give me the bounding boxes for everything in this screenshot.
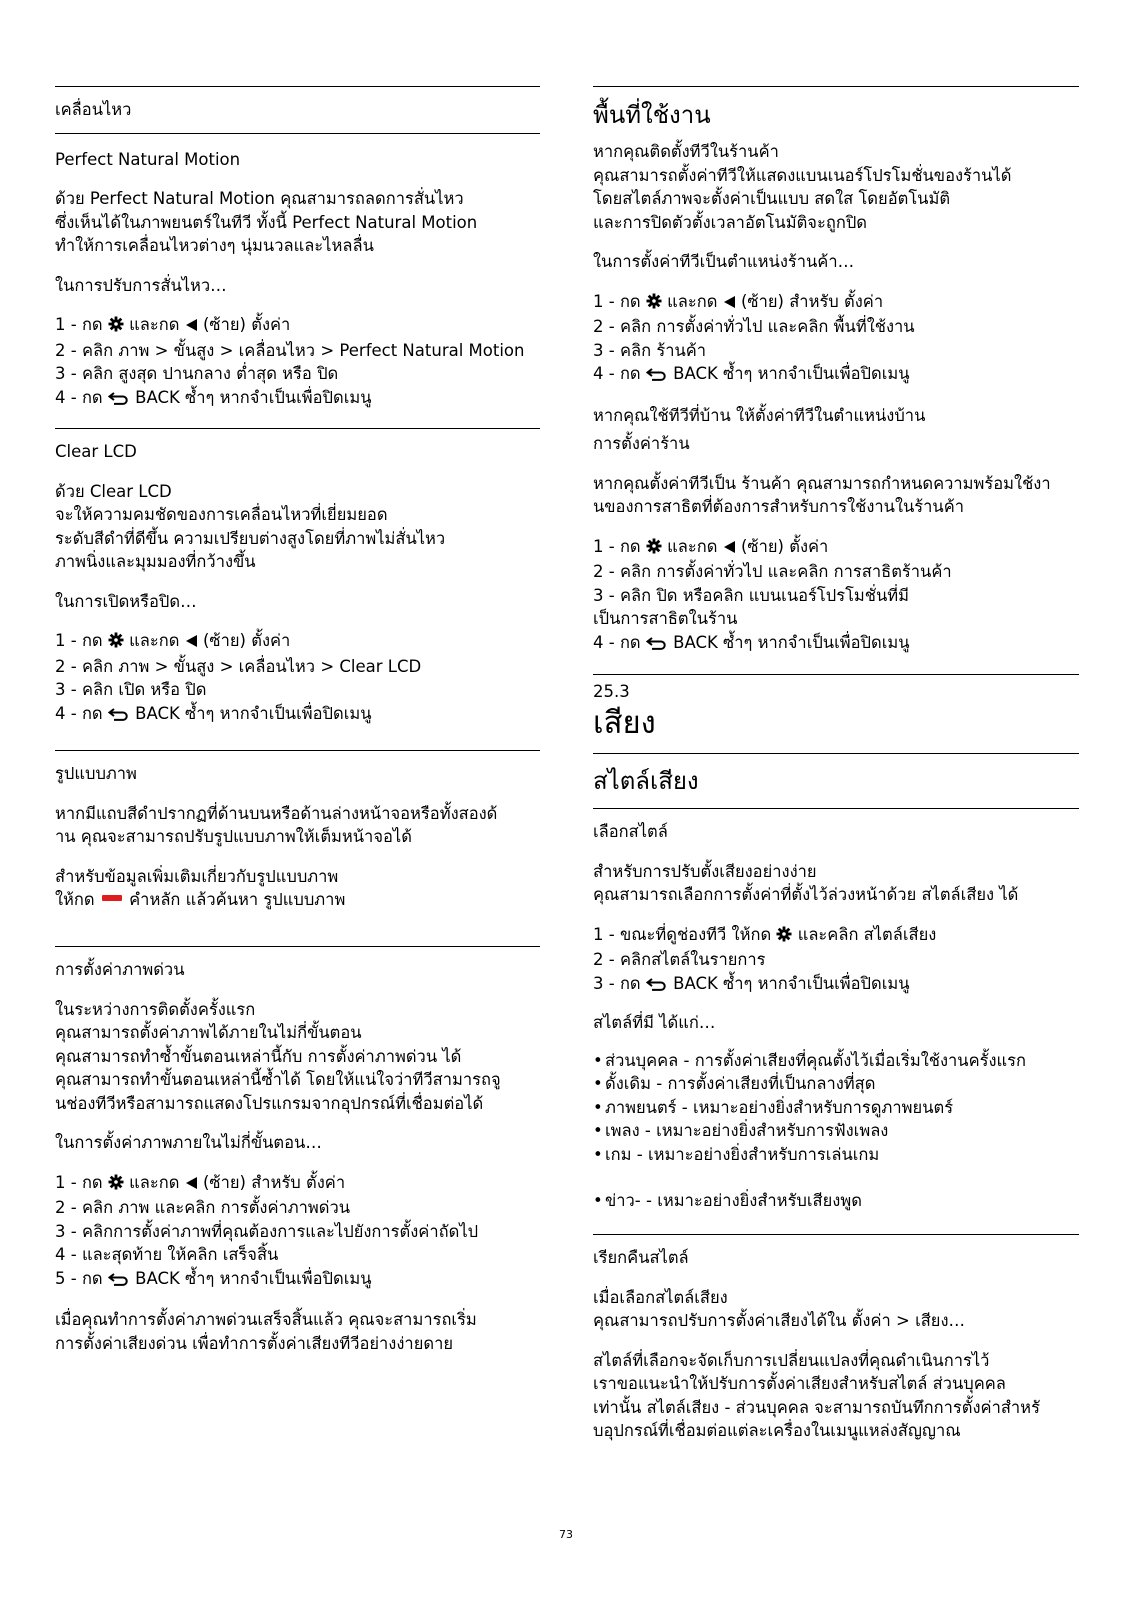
section-heading: เรียกคืนสไตล์ [593, 1234, 1079, 1270]
lead-text: ในการเปิดหรือปิด… [55, 591, 197, 611]
paragraph: ด้วย Perfect Natural Motion คุณสามารถลดการสั่นไหว ซึ่งเห็นได้ในภาพยนตร์ในทีวี ทั้งนี้ Perfect Natural Motion ทำให้การเคลื่อนไหวต่างๆ นุ่มนวลและไหลลื่น [55, 189, 478, 255]
step-1: 1 - กด และกด (ซ้าย) สำหรับ ตั้งค่า [593, 290, 1079, 316]
step-1: 1 - กด และกด (ซ้าย) สำหรับ ตั้งค่า [55, 1171, 540, 1197]
section-sound [593, 674, 1079, 1213]
step-2: 2 - คลิก ภาพ > ขั้นสูง > เคลื่อนไหว > Perfect Natural Motion [55, 340, 525, 360]
left-arrow-icon [723, 292, 736, 316]
list-item: • ดั้งเดิม - การตั้งค่าเสียงที่เป็นกลางที่สุด [593, 1072, 1079, 1096]
paragraph: หากคุณตั้งค่าทีวีเป็น ร้านค้า คุณสามารถกำหนดความพร้อมใช้งา นของการสาธิตที่ต้องการสำหรับการใช้งานในร้านค้า [593, 473, 1051, 516]
section-location [593, 86, 1079, 427]
paragraph: สำหรับข้อมูลเพิ่มเติมเกี่ยวกับรูปแบบภาพ ให้กด คำหลัก แล้วค้นหา รูปแบบภาพ [55, 866, 346, 909]
subsection-heading-pnm: Perfect Natural Motion [55, 149, 241, 169]
lead-text: ในการตั้งค่าทีวีเป็นตำแหน่งร้านค้า… [593, 252, 855, 271]
step-1: 1 - กด และกด (ซ้าย) ตั้งค่า [593, 535, 1079, 561]
gear-icon [108, 315, 124, 339]
lead-text: ในการตั้งค่าภาพภายในไม่กี่ขั้นตอน… [55, 1133, 322, 1152]
paragraph: เมื่อคุณทำการตั้งค่าภาพด่วนเสร็จสิ้นแล้ว คุณจะสามารถเริ่ม การตั้งค่าเสียงด่วน เพื่อทำการตั้งค่าเสียงทีวีอย่างง่ายดาย [55, 1310, 477, 1353]
paragraph: หากคุณติดตั้งทีวีในร้านค้า คุณสามารถตั้งค่าทีวีให้แสดงแบนเนอร์โปรโมชั่นของร้านได้ โดยสไตล์ภาพจะตั้งค่าเป็นแบบ สดใส โดยอัตโนมัติ และการปิดตัวตั้งเวลาอัตโนมัติจะถูกปิด [593, 142, 1012, 232]
gear-icon [646, 292, 662, 316]
steps [55, 1171, 540, 1293]
steps [593, 290, 1079, 388]
red-key-icon [102, 895, 122, 901]
paragraph: ด้วย Clear LCD จะให้ความคมชัดของการเคลื่อนไหวที่เยี่ยมยอด ระดับสีดำที่ดีขึ้น ความเปรียบต่างสูงโดยที่ภาพไม่สั่นไหว ภาพนิ่งและมุมมองที่กว้างขึ้น [55, 481, 446, 571]
section-heading: Clear LCD [55, 428, 540, 464]
section-heading: รูปแบบภาพ [55, 750, 540, 786]
back-icon [646, 364, 668, 388]
paragraph: สไตล์ที่เลือกจะจัดเก็บการเปลี่ยนแปลงที่คุณดำเนินการไว้ เราขอแนะนำให้ปรับการตั้งค่าเสียงสำหรับสไตล์ ส่วนบุคคล เท่านั้น สไตล์เสียง - ส่วนบุคคล จะสามารถบันทึกการตั้งค่าสำหรั บอุปกรณ์ที่เชื่อมต่อแต่ละเครื่องในเมนูแหล่งสัญญาณ [593, 1350, 1040, 1440]
gear-icon [108, 1173, 124, 1197]
section-picture-format [55, 750, 540, 912]
section-heading: การตั้งค่าภาพด่วน [55, 946, 540, 982]
list-item: • ภาพยนตร์ - เหมาะอย่างยิ่งสำหรับการดูภาพยนตร์ [593, 1096, 1079, 1120]
step-3: 3 - คลิก เปิด หรือ ปิด [55, 680, 207, 699]
step-3: 3 - คลิก สูงสุด ปานกลาง ต่ำสุด หรือ ปิด [55, 364, 339, 383]
step-5: 5 - กด BACK ซ้ำๆ หากจำเป็นเพื่อปิดเมนู [55, 1267, 540, 1293]
steps [593, 923, 1079, 998]
steps [55, 313, 540, 411]
step-2: 2 - คลิกสไตล์ในรายการ [593, 950, 766, 969]
gear-icon [108, 631, 124, 655]
step-1: 1 - ขณะที่ดูช่องทีวี ให้กด และคลิก สไตล์เสียง [593, 923, 1079, 949]
steps [55, 629, 540, 727]
paragraph: หากคุณใช้ทีวีที่บ้าน ให้ตั้งค่าทีวีในตำแหน่งบ้าน [593, 405, 926, 425]
chapter-title: เสียง [593, 705, 656, 741]
step-1: 1 - กด และกด (ซ้าย) ตั้งค่า [55, 629, 540, 655]
gear-icon [776, 925, 792, 949]
section-heading: เคลื่อนไหว [55, 86, 540, 122]
step-2: 2 - คลิก ภาพ และคลิก การตั้งค่าภาพด่วน [55, 1198, 351, 1217]
lead-text: ในการปรับการสั่นไหว… [55, 275, 227, 295]
step-4: 4 - กด BACK ซ้ำๆ หากจำเป็นเพื่อปิดเมนู [55, 386, 540, 412]
list-item: • ข่าว- - เหมาะอย่างยิ่งสำหรับเสียงพูด [593, 1189, 1079, 1213]
left-arrow-icon [185, 631, 198, 655]
step-1: 1 - กด และกด (ซ้าย) ตั้งค่า [55, 313, 540, 339]
step-2: 2 - คลิก การตั้งค่าทั่วไป และคลิก พื้นที่ใช้งาน [593, 317, 915, 336]
left-arrow-icon [185, 315, 198, 339]
section-title: พื้นที่ใช้งาน [593, 86, 1079, 140]
section-restore-style [593, 1234, 1079, 1443]
back-icon [108, 1269, 130, 1293]
section-heading: การตั้งค่าร้าน [593, 434, 690, 453]
section-quick-picture [55, 946, 540, 1355]
paragraph: ในระหว่างการติดตั้งครั้งแรก คุณสามารถตั้งค่าภาพได้ภายในไม่กี่ขั้นตอน คุณสามารถทำซ้ำขั้นตอนเหล่านี้กับ การตั้งค่าภาพด่วน ได้ คุณสามารถทำขั้นตอนเหล่านี้ซ้ำได้ โดยให้แน่ใจว่าทีวีสามารถจู นช่องทีวีหรือสามารถแสดงโปรแกรมจากอุปกรณ์ที่เชื่อมต่อได้ [55, 999, 501, 1113]
section-motion [55, 86, 540, 411]
back-icon [108, 704, 130, 728]
section-shop-setup [593, 432, 1079, 656]
list-item: • เพลง - เหมาะอย่างยิ่งสำหรับการฟังเพลง [593, 1119, 1079, 1143]
style-list [593, 1049, 1079, 1213]
gear-icon [646, 537, 662, 561]
step-3: 3 - คลิกการตั้งค่าภาพที่คุณต้องการและไปยังการตั้งค่าถัดไป [55, 1221, 479, 1241]
section-title: สไตล์เสียง [593, 753, 1079, 808]
section-clear-lcd [55, 428, 540, 727]
list-item: • เกม - เหมาะอย่างยิ่งสำหรับการเล่นเกม [593, 1143, 1079, 1167]
left-arrow-icon [185, 1173, 198, 1197]
lead-text: สไตล์ที่มี ได้แก่… [593, 1013, 716, 1032]
step-2: 2 - คลิก การตั้งค่าทั่วไป และคลิก การสาธิตร้านค้า [593, 562, 952, 581]
step-4: 4 - กด BACK ซ้ำๆ หากจำเป็นเพื่อปิดเมนู [55, 702, 540, 728]
step-4: 4 - และสุดท้าย ให้คลิก เสร็จสิ้น [55, 1245, 279, 1264]
chapter-number: 25.3 [593, 674, 1079, 703]
section-heading: เลือกสไตล์ [593, 808, 1079, 844]
step-4: 4 - กด BACK ซ้ำๆ หากจำเป็นเพื่อปิดเมนู [593, 631, 1079, 657]
step-3: 3 - คลิก ร้านค้า [593, 340, 707, 360]
step-3: 3 - กด BACK ซ้ำๆ หากจำเป็นเพื่อปิดเมนู [593, 972, 1079, 998]
steps [593, 535, 1079, 657]
back-icon [646, 974, 668, 998]
page-number: 73 [559, 1528, 573, 1541]
paragraph: หากมีแถบสีดำปรากฏที่ด้านบนหรือด้านล่างหน้าจอหรือทั้งสองด้ าน คุณจะสามารถปรับรูปแบบภาพให้เต็มหน้าจอได้ [55, 803, 498, 846]
paragraph: เมื่อเลือกสไตล์เสียง คุณสามารถปรับการตั้งค่าเสียงได้ใน ตั้งค่า > เสียง… [593, 1287, 966, 1330]
step-3-cont: เป็นการสาธิตในร้าน [593, 609, 738, 628]
left-arrow-icon [723, 537, 736, 561]
paragraph: สำหรับการปรับตั้งเสียงอย่างง่าย คุณสามารถเลือกการตั้งค่าที่ตั้งไว้ล่วงหน้าด้วย สไตล์เสียง ได้ [593, 861, 1019, 904]
back-icon [108, 388, 130, 412]
list-item: • ส่วนบุคคล - การตั้งค่าเสียงที่คุณตั้งไว้เมื่อเริ่มใช้งานครั้งแรก [593, 1049, 1079, 1073]
step-4: 4 - กด BACK ซ้ำๆ หากจำเป็นเพื่อปิดเมนู [593, 362, 1079, 388]
back-icon [646, 633, 668, 657]
step-2: 2 - คลิก ภาพ > ขั้นสูง > เคลื่อนไหว > Clear LCD [55, 656, 422, 676]
step-3: 3 - คลิก ปิด หรือคลิก แบนเนอร์โปรโมชั่นที่มี [593, 585, 910, 605]
